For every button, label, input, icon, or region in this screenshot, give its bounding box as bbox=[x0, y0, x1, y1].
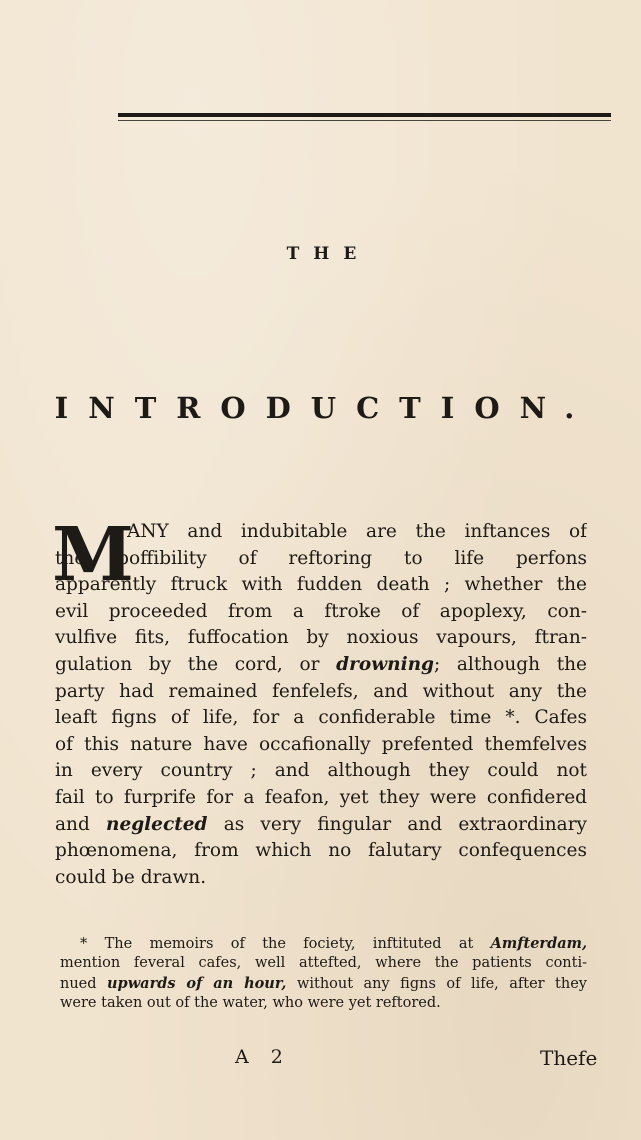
drop-capital: M bbox=[52, 512, 134, 598]
text-line bbox=[55, 758, 587, 784]
ornamental-rule-thick bbox=[118, 113, 611, 117]
text-run: without any figns of life, after they bbox=[286, 976, 587, 992]
text-line bbox=[55, 625, 587, 651]
footnote-line bbox=[80, 934, 587, 955]
text-line bbox=[55, 812, 587, 838]
text-line bbox=[55, 865, 587, 891]
text-line bbox=[55, 732, 587, 758]
text-run: the poffibility of reftoring to life perfons bbox=[55, 547, 587, 569]
italic-text: drowning bbox=[336, 654, 434, 675]
text-run: phœnomena, from which no falutary confequences bbox=[55, 840, 587, 862]
text-run: mention feveral cafes, well attefted, where the patients conti- bbox=[60, 955, 587, 971]
text-run: were taken out of the water, who were yet reftored. bbox=[60, 995, 441, 1011]
text-run: ANY and indubitable are the inftances of bbox=[127, 521, 587, 542]
text-line bbox=[55, 652, 587, 678]
heading-the: THE bbox=[286, 244, 371, 264]
text-run: in every country ; and although they could not bbox=[55, 760, 587, 782]
italic-text: neglected bbox=[106, 813, 208, 835]
text-run: apparently ftruck with fudden death ; whether the bbox=[55, 574, 587, 596]
signature-mark: A 2 bbox=[235, 1046, 291, 1068]
text-line bbox=[55, 838, 587, 864]
ornamental-rule-thin bbox=[118, 120, 611, 121]
footnote-line bbox=[60, 974, 587, 995]
italic-text: Amfterdam, bbox=[490, 935, 587, 952]
italic-text: upwards of an hour, bbox=[107, 975, 287, 992]
text-run: leaft figns of life, for a confiderable time *. Cafes bbox=[55, 707, 587, 729]
text-line bbox=[127, 519, 587, 545]
text-run: of this nature have occafionally prefented themfelves bbox=[55, 733, 587, 755]
text-line bbox=[55, 679, 587, 705]
text-line bbox=[55, 599, 587, 625]
text-line bbox=[55, 785, 587, 811]
text-run: gulation by the cord, or bbox=[55, 654, 337, 675]
text-run: fail to furprife for a feafon, yet they were confidered bbox=[55, 787, 587, 808]
text-run: and bbox=[55, 813, 106, 835]
text-run: could be drawn. bbox=[55, 866, 207, 888]
text-line bbox=[55, 705, 587, 731]
text-run: ; although the bbox=[433, 654, 587, 675]
text-line bbox=[55, 572, 587, 598]
text-run: vulfive fits, fuffocation by noxious vapours, ftran- bbox=[55, 627, 587, 649]
catchword: Thefe bbox=[540, 1046, 598, 1070]
heading-introduction: INTRODUCTION. bbox=[54, 391, 595, 425]
text-line bbox=[55, 546, 587, 572]
text-run: * The memoirs of the fociety, inftituted at bbox=[80, 936, 491, 952]
text-run: as very fingular and extraordinary bbox=[207, 813, 587, 835]
text-run: nued bbox=[60, 976, 108, 992]
text-run: evil proceeded from a ftroke of apoplexy, con- bbox=[55, 600, 587, 622]
footnote-line bbox=[60, 954, 587, 974]
text-run: party had remained fenfelefs, and without any the bbox=[55, 680, 587, 702]
footnote-line bbox=[60, 994, 587, 1014]
